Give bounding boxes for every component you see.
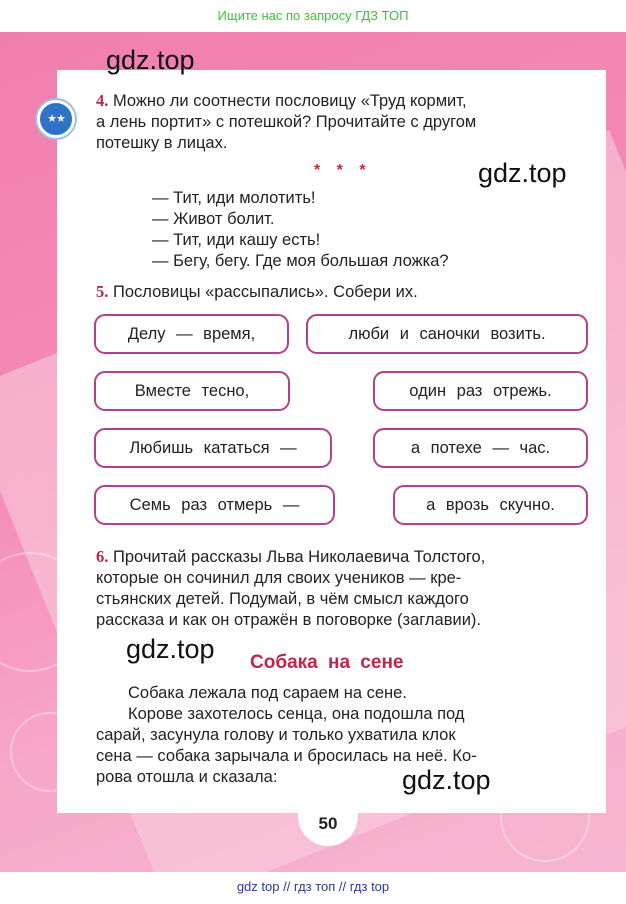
search-banner: Ищите нас по запросу ГДЗ ТОП [0,0,626,32]
task-6 [96,546,588,631]
task-6-line: 6. Прочитай рассказы Льва Николаевича Толстого, [96,547,486,566]
proverb-card-right[interactable]: люби и саночки возить. [306,314,588,354]
story-line: рова отошла и сказала: [96,768,278,786]
task-6-line: которые он сочинил для своих учеников — кре- [96,569,462,587]
proverb-card-right[interactable]: а врозь скучно. [393,485,588,525]
watermark: gdz.top [402,765,491,795]
page-number: 50 [298,804,358,846]
task-4-line: 4. Можно ли соотнести пословицу «Труд кормит, [96,91,467,110]
task-4-line: потешку в лицах. [96,134,228,152]
proverb-card-right[interactable]: а потехе — час. [373,428,588,468]
watermark: gdz.top [106,45,195,75]
proverb-card-left[interactable]: Вместе тесно, [94,371,290,411]
task-6-line: стьянских детей. Подумай, в чём смысл каждого [96,590,469,608]
poem-stars: * * * [314,162,372,179]
story-line: сена — собака зарычала и бросилась на неё. Ко- [96,747,477,765]
story-line: Корове захотелось сенца, она подошла под [128,705,465,723]
proverb-card-left[interactable]: Любишь кататься — [94,428,332,468]
story-text [96,683,588,788]
proverb-card-left[interactable]: Делу — время, [94,314,289,354]
task-number: 4. [96,91,109,110]
story-line: Собака лежала под сараем на сене. [128,684,407,702]
poem-line: — Тит, иди кашу есть! [152,231,321,249]
watermark: gdz.top [478,158,567,188]
task-number: 5. [96,282,109,301]
task-5 [96,281,588,303]
poem-line: — Тит, иди молотить! [152,189,316,207]
footer: gdz top // гдз топ // гдз top [0,872,626,904]
task-number: 6. [96,547,109,566]
poem-line: — Живот болит. [152,210,275,228]
poem-line: — Бегу, бегу. Где моя большая ложка? [152,252,449,270]
task-4-line: а лень портит» с потешкой? Прочитайте с другом [96,113,477,131]
story-line: сарай, засунула голову и только ухватила клок [96,726,456,744]
task-4 [96,90,588,154]
proverb-card-left[interactable]: Семь раз отмерь — [94,485,335,525]
stars-icon: ★★ [37,100,75,138]
task-5-text: Пословицы «рассыпались». Собери их. [112,283,418,301]
watermark: gdz.top [126,634,215,664]
task-6-line: рассказа и как он отражён в поговорке (заглавии). [96,611,481,629]
story-title: Собака на сене [250,652,404,673]
proverb-card-right[interactable]: один раз отрежь. [373,371,588,411]
